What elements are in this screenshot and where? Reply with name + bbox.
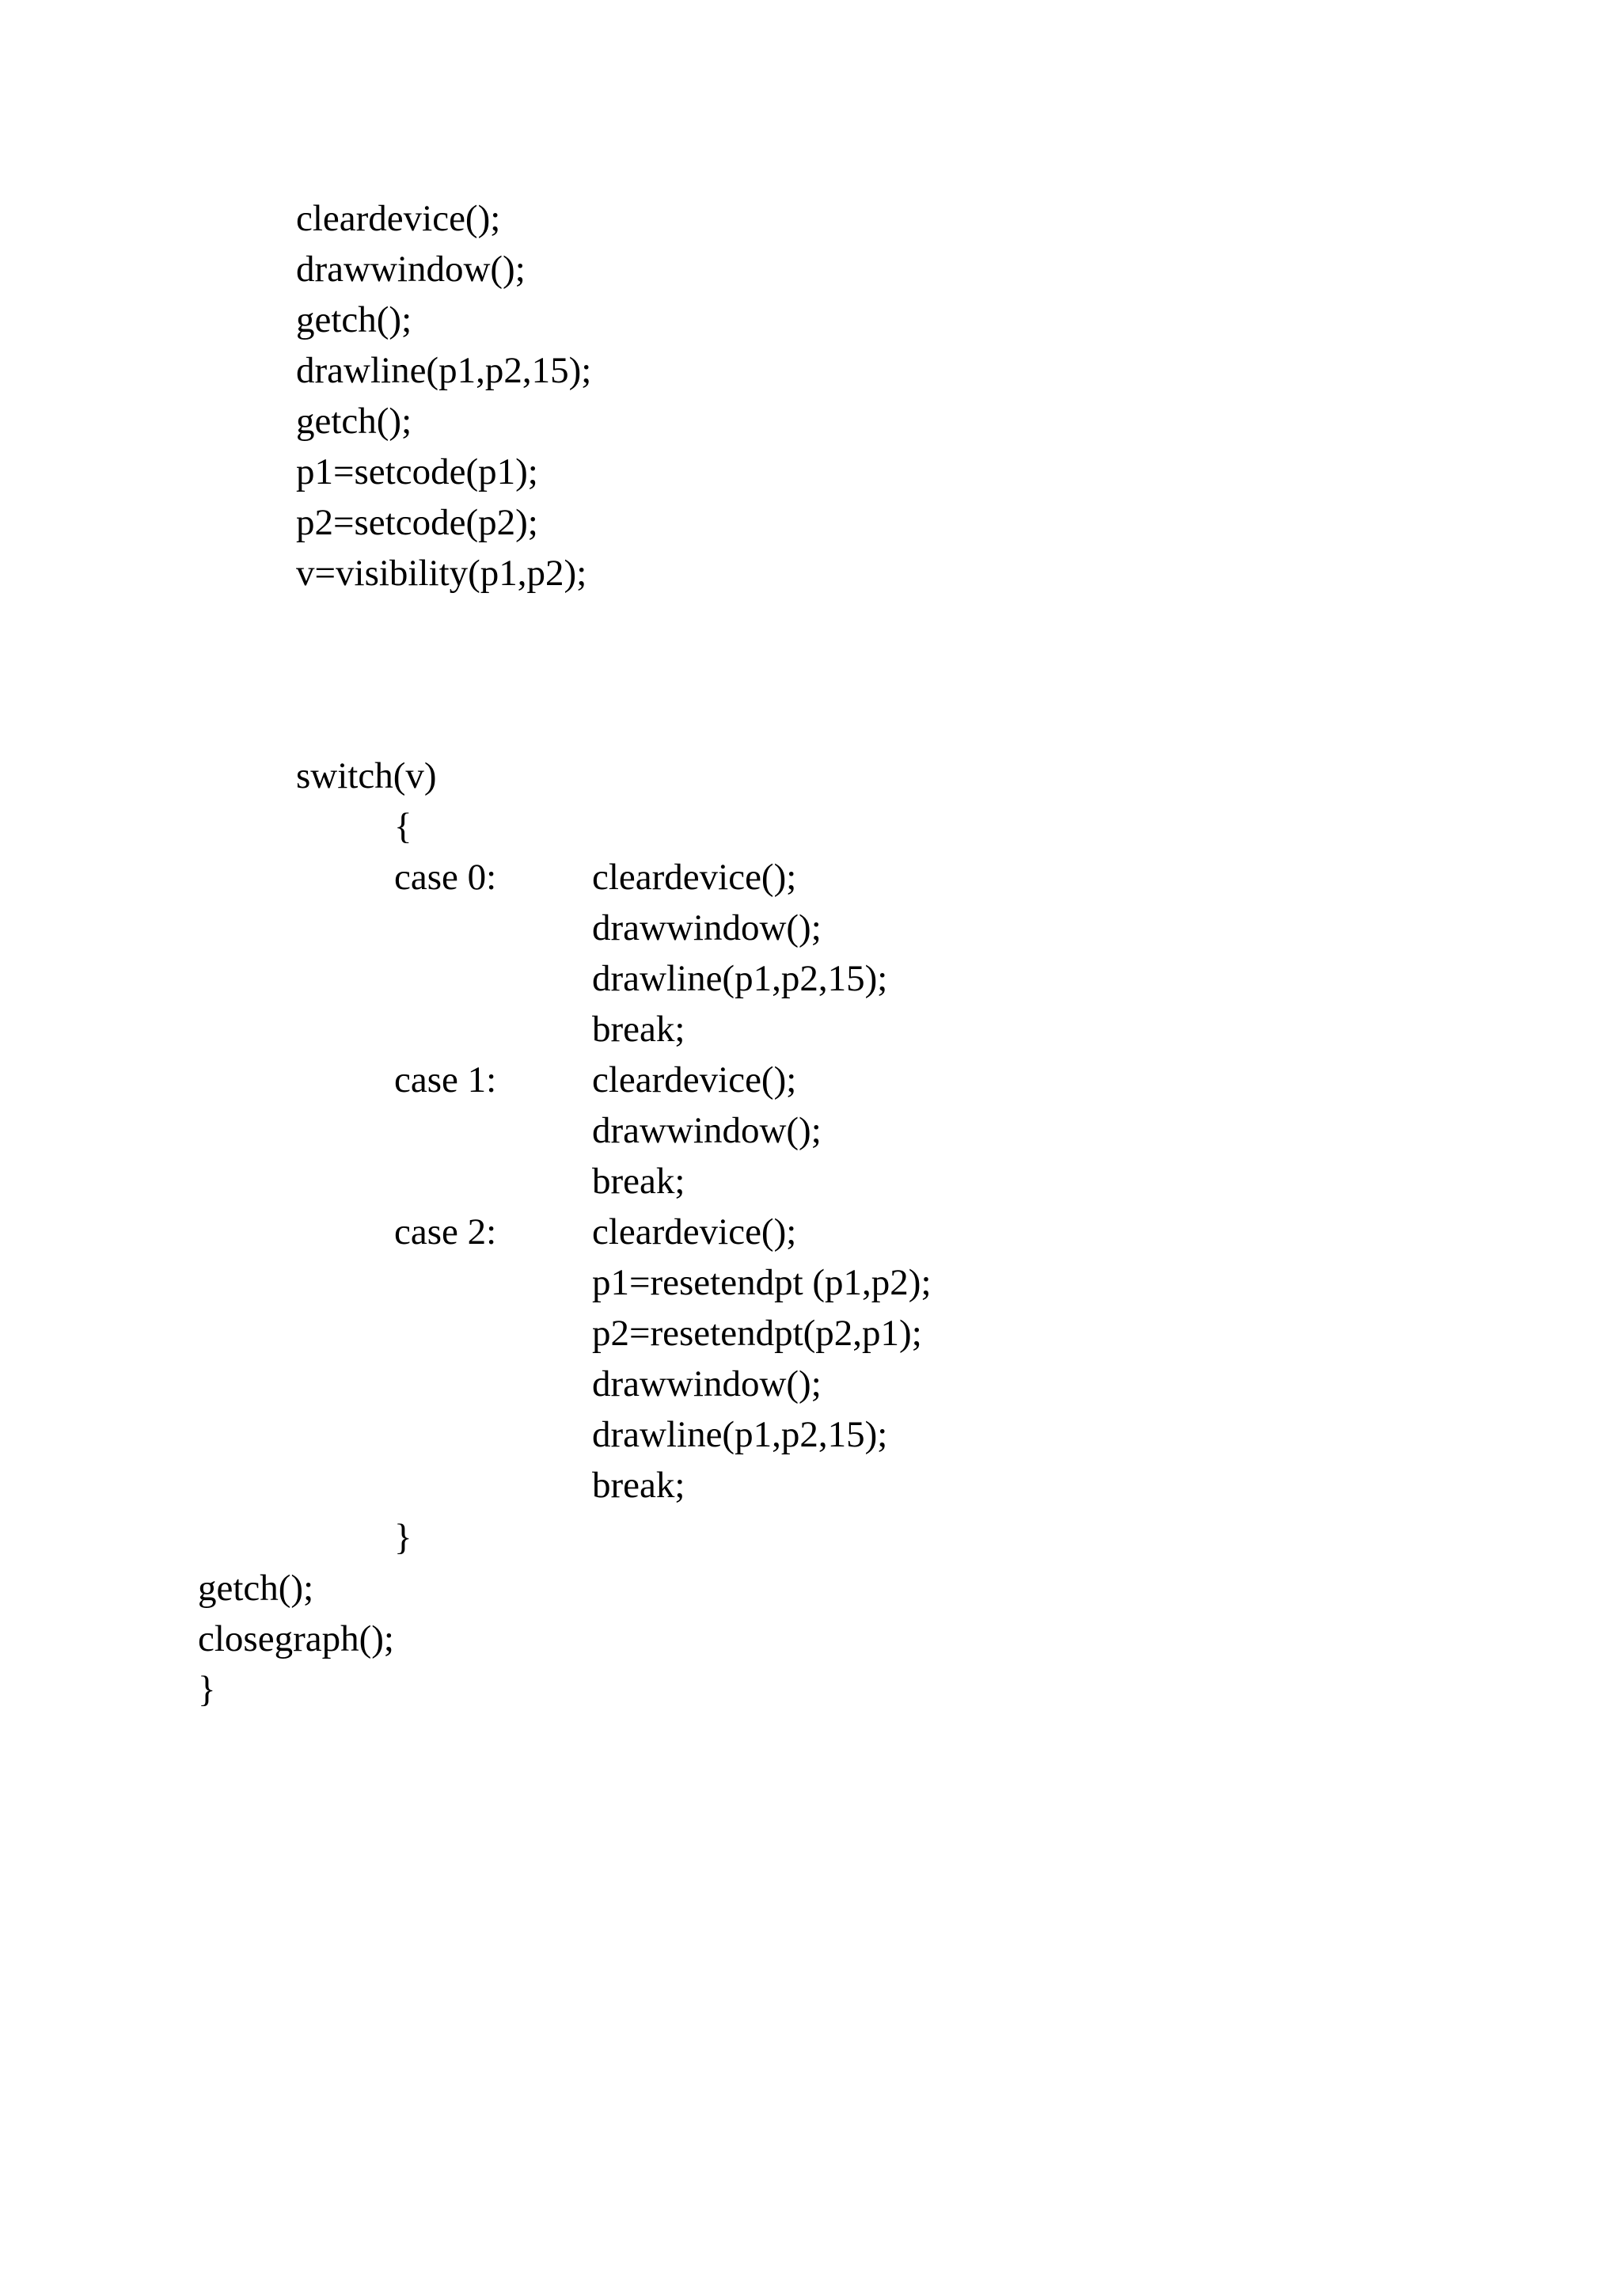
- case-statement: drawwindow();: [592, 1110, 822, 1151]
- code-line: p1=setcode(p1);: [296, 451, 538, 492]
- switch-header: switch(v): [296, 755, 437, 796]
- code-line: getch();: [296, 401, 412, 442]
- case-statement: break;: [592, 1009, 685, 1050]
- case-statement: break;: [592, 1161, 685, 1202]
- code-line: closegraph();: [198, 1618, 394, 1659]
- case-statement: p2=resetendpt(p2,p1);: [592, 1313, 922, 1354]
- case-statement: break;: [592, 1465, 685, 1506]
- case-label: case 0:: [394, 857, 497, 898]
- code-line: cleardevice();: [296, 198, 501, 239]
- code-line: v=visibility(p1,p2);: [296, 553, 587, 594]
- case-statement: cleardevice();: [592, 857, 797, 898]
- final-brace: }: [198, 1669, 216, 1710]
- case-statement: cleardevice();: [592, 1211, 797, 1253]
- code-line: drawline(p1,p2,15);: [296, 350, 592, 391]
- case-statement: drawwindow();: [592, 907, 822, 948]
- case-statement: p1=resetendpt (p1,p2);: [592, 1262, 932, 1303]
- code-line: getch();: [198, 1568, 314, 1609]
- case-statement: cleardevice();: [592, 1059, 797, 1100]
- case-label: case 1:: [394, 1059, 497, 1100]
- close-brace: }: [394, 1517, 412, 1558]
- open-brace: {: [394, 806, 412, 847]
- code-line: drawwindow();: [296, 249, 526, 290]
- case-label: case 2:: [394, 1211, 497, 1253]
- case-statement: drawline(p1,p2,15);: [592, 1414, 888, 1455]
- code-line: getch();: [296, 299, 412, 340]
- case-statement: drawline(p1,p2,15);: [592, 958, 888, 999]
- code-line: p2=setcode(p2);: [296, 502, 538, 543]
- case-statement: drawwindow();: [592, 1363, 822, 1405]
